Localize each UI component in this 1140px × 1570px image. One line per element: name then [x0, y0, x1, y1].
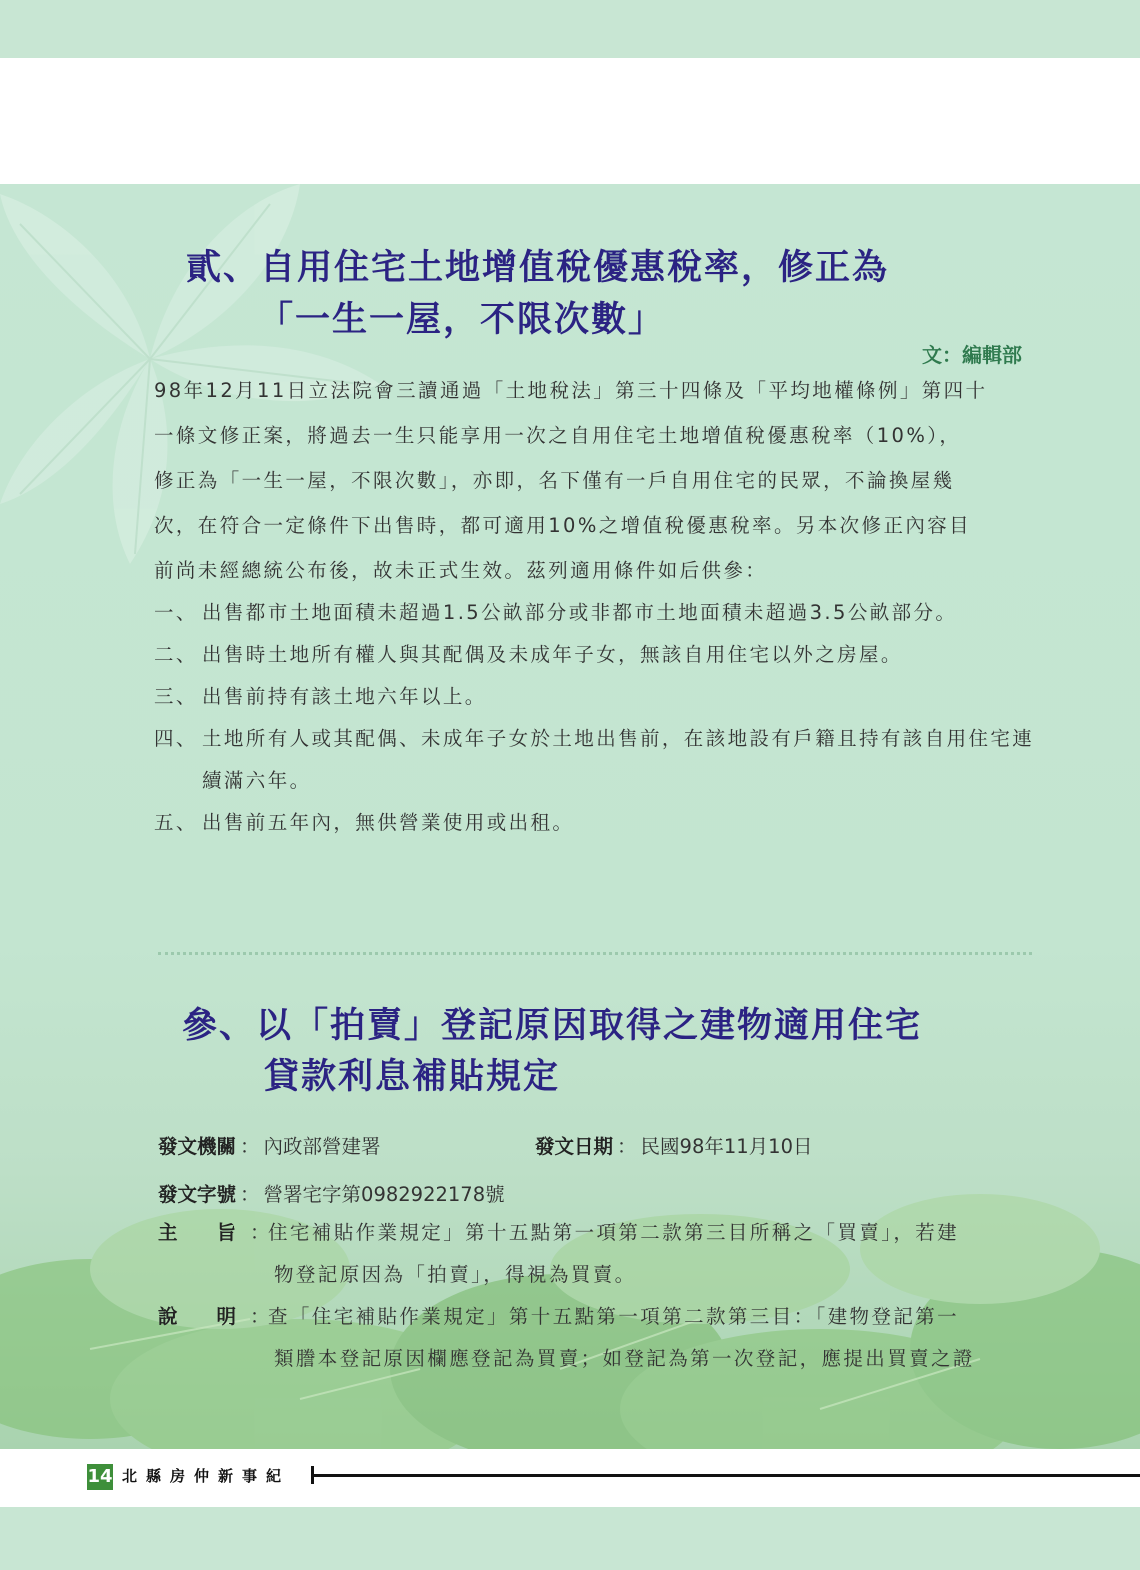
- paragraph-line: 次，在符合一定條件下出售時，都可適用10%之增值稅優惠稅率。另本次修正內容目: [154, 514, 972, 537]
- issuer-label: 發文機關: [158, 1135, 237, 1158]
- header-white-band: [0, 58, 1140, 184]
- date-row: [535, 1131, 812, 1159]
- list-item-number: 一、: [154, 601, 198, 624]
- list-item: [154, 676, 1044, 718]
- top-color-band: [0, 0, 1140, 58]
- colon: ：: [617, 1135, 637, 1158]
- colon: ：: [250, 1221, 272, 1244]
- list-item: [154, 592, 1044, 634]
- issuer-value: 內政部營建署: [263, 1135, 381, 1158]
- subject-line2: 物登記原因為「拍賣」，得視為買賣。: [274, 1263, 637, 1286]
- paragraph-line: 前尚未經總統公布後，故未正式生效。茲列適用條件如后供參：: [154, 559, 768, 582]
- explain-label: 說 明: [158, 1305, 237, 1328]
- list-item-number: 三、: [154, 685, 198, 708]
- list-item: [154, 718, 1044, 802]
- paragraph-line: 98年12月11日立法院會三讀通過「土地稅法」第三十四條及「平均地權條例」第四十: [154, 379, 988, 402]
- subject-row: [158, 1212, 1038, 1296]
- subject-label: 主 旨: [158, 1221, 237, 1244]
- section2-title-line1: 貳、自用住宅土地增值稅優惠稅率，修正為: [186, 248, 890, 288]
- magazine-name: 北縣房仲新事紀: [122, 1467, 291, 1485]
- issuer-row: [158, 1131, 381, 1159]
- list-item-number: 四、: [154, 727, 198, 750]
- dotted-divider: [158, 952, 1032, 955]
- subject-line1: 住宅補貼作業規定」第十五點第一項第二款第三目所稱之「買賣」，若建: [268, 1221, 960, 1244]
- footer-rule: [312, 1474, 1140, 1477]
- section2-title-line2: 「一生一屋，不限次數」: [258, 300, 666, 340]
- explain-line1: 查「住宅補貼作業規定」第十五點第一項第二款第三目：「建物登記第一: [268, 1305, 960, 1328]
- colon: ：: [240, 1183, 260, 1206]
- explain-line2: 類謄本登記原因欄應登記為買賣；如登記為第一次登記，應提出買賣之證: [274, 1347, 975, 1370]
- paragraph-line: 修正為「一生一屋，不限次數」，亦即，名下僅有一戶自用住宅的民眾，不論換屋幾: [154, 469, 955, 492]
- date-label: 發文日期: [535, 1135, 614, 1158]
- list-item-text: 出售時土地所有權人與其配偶及未成年子女，無該自用住宅以外之房屋。: [202, 643, 903, 666]
- colon: ：: [240, 1135, 260, 1158]
- section2-paragraph: [154, 368, 1044, 593]
- conditions-list: [154, 592, 1044, 844]
- list-item: [154, 634, 1044, 676]
- docno-value: 營署宅字第0982922178號: [263, 1183, 505, 1206]
- section3-title-line1: 參、以「拍賣」登記原因取得之建物適用住宅: [182, 1006, 923, 1046]
- byline: 文：編輯部: [922, 343, 1022, 367]
- list-item-number: 五、: [154, 811, 198, 834]
- paragraph-line: 一條文修正案，將過去一生只能享用一次之自用住宅土地增值稅優惠稅率（10%），: [154, 424, 962, 447]
- list-item: [154, 802, 1044, 844]
- colon: ：: [250, 1305, 272, 1328]
- list-item-text: 出售都市土地面積未超過1.5公畝部分或非都市土地面積未超過3.5公畝部分。: [202, 601, 958, 624]
- list-item-text: 出售前五年內，無供營業使用或出租。: [202, 811, 575, 834]
- docno-label: 發文字號: [158, 1183, 237, 1206]
- page-number-badge: 14: [87, 1464, 113, 1490]
- list-item-text: 出售前持有該土地六年以上。: [202, 685, 487, 708]
- section3-title-line2: 貸款利息補貼規定: [264, 1057, 561, 1097]
- explain-row: [158, 1296, 1038, 1380]
- list-item-text: 土地所有人或其配偶、未成年子女於土地出售前，在該地設有戶籍且持有該自用住宅連續滿六年。: [202, 727, 1035, 792]
- bottom-color-band: [0, 1507, 1140, 1570]
- list-item-number: 二、: [154, 643, 198, 666]
- date-value: 民國98年11月10日: [640, 1135, 813, 1158]
- docno-row: [158, 1179, 505, 1207]
